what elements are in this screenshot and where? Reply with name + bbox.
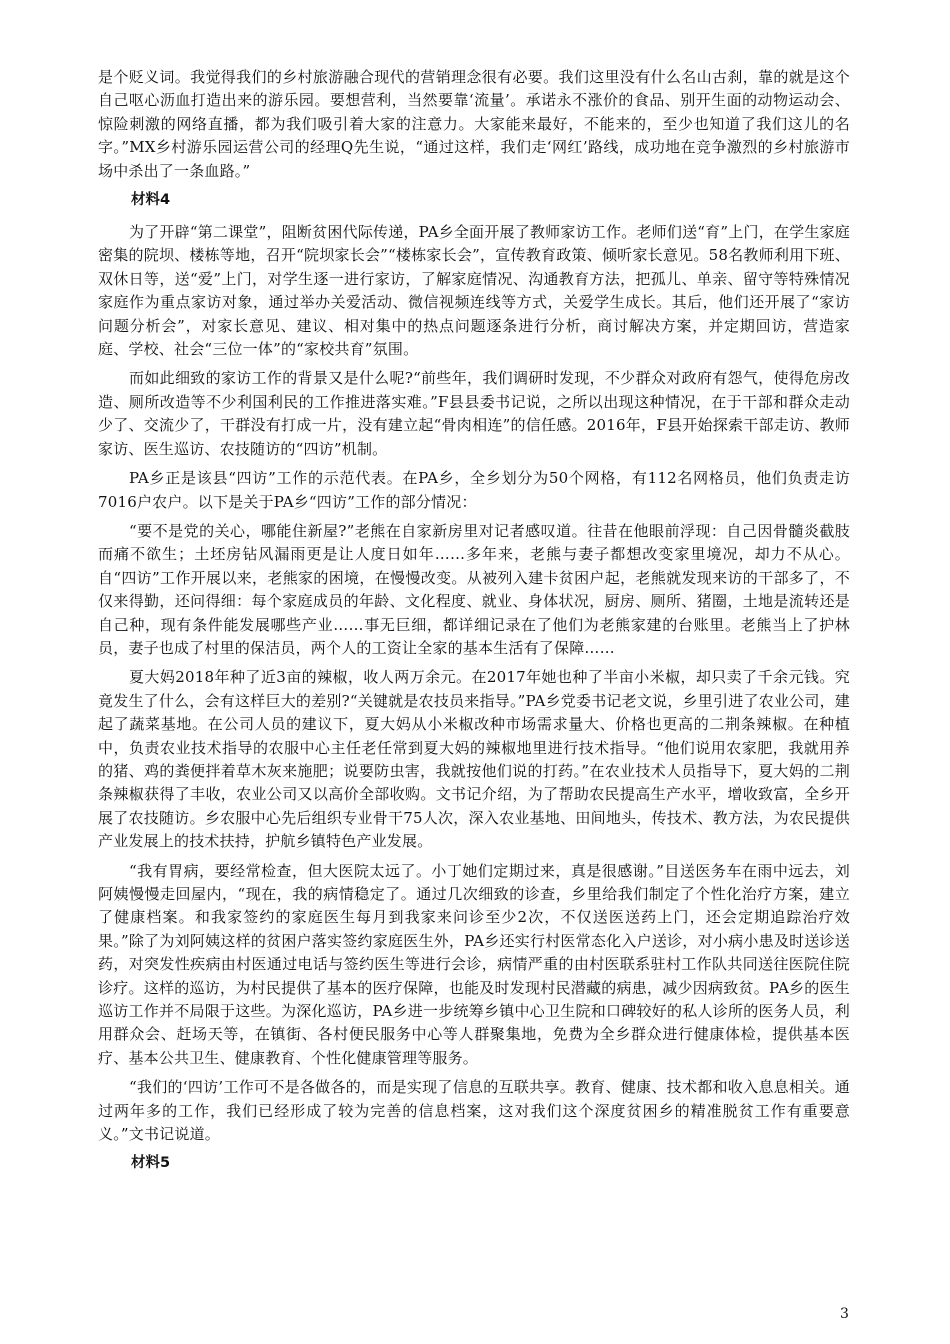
section-heading-material-5: 材料5 — [131, 1155, 171, 1172]
document-page — [98, 66, 850, 1184]
paragraph-intro: 是个贬义词。我觉得我们的乡村旅游融合现代的营销理念很有必要。我们这里没有什么名山古刹，靠的就是这个自己呕心沥血打造出来的游乐园。要想营利，当然要靠‘流量’。承诺永不涨价的食品、别开生面的动物运动会、惊险刺激的网络直播，都为我们吸引着大家的注意力。大家能来最好，不能来的，至少也知道了我们这儿的名字。”MX乡村游乐园运营公司的经理Q先生说，“通过这样，我们走‘网红’路线，成功地在竞争激烈的乡村旅游市场中杀出了一条血路。” — [98, 68, 850, 180]
paragraph-liu-ayi: “我有胃病，要经常检查，但大医院太远了。小丁她们定期过来，真是很感谢。”目送医务车在雨中远去，刘阿姨慢慢走回屋内，“现在，我的病情稳定了。通过几次细致的诊查，乡里给我们制定了个性化治疗方案，建立了健康档案。和我家签约的家庭医生每月到我家来问诊至少2次，不仅送医送药上门，还会定期追踪治疗效果。”除了为刘阿姨这样的贫困户落实签约家庭医生外，PA乡还实行村医常态化入户送诊，对小病小患及时送诊送药，对突发性疾病由村医通过电话与签约医生等进行会诊，病情严重的由村医联系驻村工作队共同送往医院住院诊疗。这样的巡访，为村民提供了基本的医疗保障，也能及时发现村民潜藏的病患，减少因病致贫。PA乡的医生巡访工作并不局限于这些。为深化巡访，PA乡进一步统筹乡镇中心卫生院和口碑较好的私人诊所的医务人员，利用群众会、赶场天等，在镇街、各村便民服务中心等人群聚集地，免费为全乡群众进行健康体检，提供基本医疗、基本公共卫生、健康教育、个性化健康管理等服务。 — [98, 861, 850, 1067]
paragraph-teacher-visits: 为了开辟“第二课堂”，阻断贫困代际传递，PA乡全面开展了教师家访工作。老师们送“育”上门，在学生家庭密集的院坝、楼栋等地，召开“院坝家长会”“楼栋家长会”，宣传教育政策、倾听家长意见。58名教师利用下班、双休日等，送“爱”上门，对学生逐一进行家访，了解家庭情况、沟通教育方法，把孤儿、单亲、留守等特殊情况家庭作为重点家访对象，通过举办关爱活动、微信视频连线等方式，关爱学生成长。其后，他们还开展了“家访问题分析会”，对家长意见、建议、相对集中的热点问题逐条进行分析，商讨解决方案，并定期回访，营造家庭、学校、社会“三位一体”的“家校共育”氛围。 — [98, 223, 850, 359]
section-heading-material-4: 材料4 — [131, 192, 171, 209]
paragraph-secretary-quote: “我们的‘四访’工作可不是各做各的，而是实现了信息的互联共享。教育、健康、技术都和收入息息相关。通过两年多的工作，我们已经形成了较为完善的信息档案，这对我们这个深度贫困乡的精准脱贫工作有重要意义。”文书记说道。 — [98, 1078, 850, 1144]
paragraph-background: 而如此细致的家访工作的背景又是什么呢?“前些年，我们调研时发现，不少群众对政府有怨气，使得危房改造、厕所改造等不少利国利民的工作推进落实难。”F县县委书记说，之所以出现这种情况，在于干部和群众走动少了、交流少了，干群没有打成一片，没有建立起“骨肉相连”的信任感。2016年，F县开始探索干部走访、教师家访、医生巡访、农技随访的“四访”机制。 — [98, 369, 850, 458]
paragraph-xia-dama: 夏大妈2018年种了近3亩的辣椒，收人两万余元。在2017年她也种了半亩小米椒，却只卖了千余元钱。究竟发生了什么，会有这样巨大的差别?“关键就是农技员来指导。”PA乡党委书记老文说，乡里引进了农业公司，建起了蔬菜基地。在公司人员的建议下，夏大妈从小米椒改种市场需求量大、价格也更高的二荆条辣椒。在种植中，负责农业技术指导的农服中心主任老任常到夏大妈的辣椒地里进行技术指导。“他们说用农家肥，我就用养的猪、鸡的粪便拌着草木灰来施肥；说要防虫害，我就按他们说的打药。”在农业技术人员指导下，夏大妈的二荆条辣椒获得了丰收，农业公司又以高价全部收购。文书记介绍，为了帮助农民提高生产水平，增收致富，全乡开展了农技随访。乡农服中心先后组织专业骨干75人次，深入农业基地、田间地头，传技术、教方法，为农民提供产业发展上的技术扶持，护航乡镇特色产业发展。 — [98, 668, 850, 851]
paragraph-pa-township: PA乡正是该县“四访”工作的示范代表。在PA乡，全乡划分为50个网格，有112名网格员，他们负责走访7016户农户。以下是关于PA乡“四访”工作的部分情况： — [98, 469, 850, 511]
paragraph-lao-xiong: “要不是党的关心，哪能住新屋?”老熊在自家新房里对记者感叹道。往昔在他眼前浮现：自己因骨髓炎截肢而痛不欲生；土坯房钻风漏雨更是让人度日如年……多年来，老熊与妻子都想改变家里境况，却力不从心。自“四访”工作开展以来，老熊家的困境，在慢慢改变。从被列入建卡贫困户起，老熊就发现来访的干部多了，不仅来得勤，还问得细：每个家庭成员的年龄、文化程度、就业、身体状况，厨房、厕所、猪圈，土地是流转还是自己种，现有条件能发展哪些产业……事无巨细，都详细记录在了他们为老熊家建的台账里。老熊当上了护林员，妻子也成了村里的保洁员，两个人的工资让全家的基本生活有了保障…… — [98, 521, 850, 657]
page-number: 3 — [840, 1306, 849, 1322]
